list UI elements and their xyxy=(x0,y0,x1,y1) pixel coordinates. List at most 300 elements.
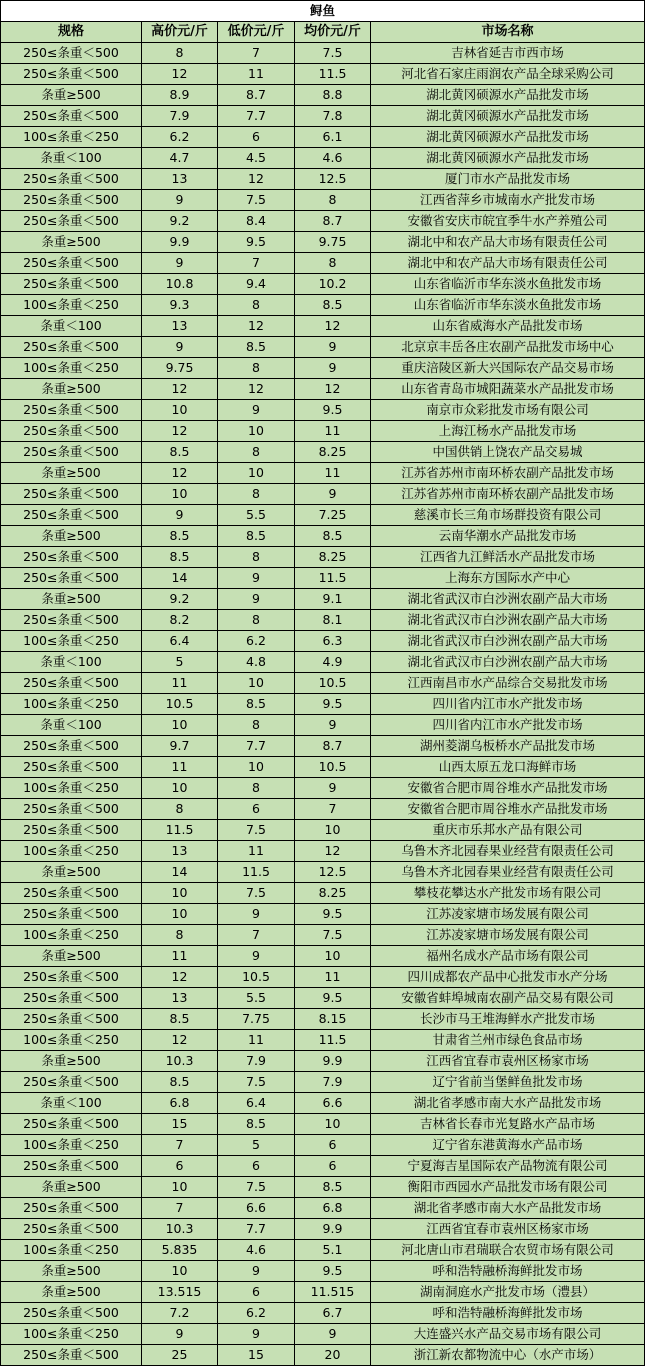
table-row xyxy=(1,1135,645,1156)
header-market-name: 市场名称 xyxy=(371,22,645,43)
cell-high-price: 8 xyxy=(142,925,218,946)
cell-market-name: 攀枝花攀达水产批发市场有限公司 xyxy=(371,883,645,904)
table-row xyxy=(1,442,645,463)
cell-avg-price: 8.15 xyxy=(295,1009,371,1030)
cell-high-price: 13 xyxy=(142,316,218,337)
table-row xyxy=(1,1051,645,1072)
cell-avg-price: 9.5 xyxy=(295,904,371,925)
table-row xyxy=(1,841,645,862)
cell-avg-price: 11 xyxy=(295,463,371,484)
cell-spec: 条重≥500 xyxy=(1,379,142,400)
table-row xyxy=(1,904,645,925)
cell-high-price: 11 xyxy=(142,757,218,778)
cell-spec: 条重≥500 xyxy=(1,1261,142,1282)
cell-low-price: 15 xyxy=(218,1345,295,1366)
cell-low-price: 4.8 xyxy=(218,652,295,673)
cell-spec: 条重≥500 xyxy=(1,1177,142,1198)
header-high-price: 高价元/斤 xyxy=(142,22,218,43)
cell-low-price: 6 xyxy=(218,799,295,820)
cell-avg-price: 8.7 xyxy=(295,736,371,757)
cell-avg-price: 9.5 xyxy=(295,1261,371,1282)
cell-spec: 250≤条重＜500 xyxy=(1,253,142,274)
cell-avg-price: 8.1 xyxy=(295,610,371,631)
cell-high-price: 12 xyxy=(142,421,218,442)
table-row xyxy=(1,1156,645,1177)
cell-low-price: 8.5 xyxy=(218,526,295,547)
cell-spec: 250≤条重＜500 xyxy=(1,1072,142,1093)
cell-high-price: 8 xyxy=(142,799,218,820)
cell-low-price: 9 xyxy=(218,1324,295,1345)
cell-high-price: 11 xyxy=(142,673,218,694)
cell-avg-price: 12.5 xyxy=(295,862,371,883)
cell-low-price: 5 xyxy=(218,1135,295,1156)
table-row xyxy=(1,778,645,799)
table-row xyxy=(1,1219,645,1240)
cell-avg-price: 8.7 xyxy=(295,211,371,232)
cell-avg-price: 9.9 xyxy=(295,1219,371,1240)
cell-avg-price: 12 xyxy=(295,316,371,337)
cell-high-price: 10.3 xyxy=(142,1051,218,1072)
cell-low-price: 10.5 xyxy=(218,967,295,988)
table-row xyxy=(1,400,645,421)
cell-spec: 250≤条重＜500 xyxy=(1,967,142,988)
cell-high-price: 9.2 xyxy=(142,211,218,232)
cell-avg-price: 11.5 xyxy=(295,1030,371,1051)
cell-low-price: 7.5 xyxy=(218,1072,295,1093)
cell-market-name: 江西省九江鲜活水产品批发市场 xyxy=(371,547,645,568)
cell-avg-price: 12 xyxy=(295,379,371,400)
cell-high-price: 10 xyxy=(142,778,218,799)
cell-avg-price: 9.9 xyxy=(295,1051,371,1072)
cell-low-price: 9 xyxy=(218,1261,295,1282)
table-row xyxy=(1,736,645,757)
cell-avg-price: 12.5 xyxy=(295,169,371,190)
cell-low-price: 9 xyxy=(218,568,295,589)
cell-high-price: 15 xyxy=(142,1114,218,1135)
cell-low-price: 8.4 xyxy=(218,211,295,232)
cell-low-price: 9 xyxy=(218,400,295,421)
cell-market-name: 安徽省安庆市皖宜季牛水产养殖公司 xyxy=(371,211,645,232)
cell-high-price: 13 xyxy=(142,169,218,190)
cell-market-name: 江西省萍乡市城南水产批发市场 xyxy=(371,190,645,211)
cell-spec: 条重＜100 xyxy=(1,652,142,673)
cell-market-name: 湖北省孝感市南大水产品批发市场 xyxy=(371,1198,645,1219)
cell-spec: 100≤条重＜250 xyxy=(1,925,142,946)
cell-spec: 条重≥500 xyxy=(1,862,142,883)
cell-spec: 250≤条重＜500 xyxy=(1,442,142,463)
cell-high-price: 5.835 xyxy=(142,1240,218,1261)
cell-spec: 条重≥500 xyxy=(1,85,142,106)
cell-avg-price: 8 xyxy=(295,253,371,274)
cell-high-price: 10 xyxy=(142,715,218,736)
cell-avg-price: 7.5 xyxy=(295,43,371,64)
cell-low-price: 7 xyxy=(218,253,295,274)
cell-high-price: 7.9 xyxy=(142,106,218,127)
cell-avg-price: 9.75 xyxy=(295,232,371,253)
cell-market-name: 湖北省武汉市白沙洲农副产品大市场 xyxy=(371,631,645,652)
cell-high-price: 9.3 xyxy=(142,295,218,316)
cell-spec: 100≤条重＜250 xyxy=(1,358,142,379)
cell-market-name: 长沙市马王堆海鲜水产批发市场 xyxy=(371,1009,645,1030)
cell-low-price: 4.6 xyxy=(218,1240,295,1261)
cell-avg-price: 8.25 xyxy=(295,883,371,904)
cell-market-name: 安徽省合肥市周谷堆水产品批发市场 xyxy=(371,799,645,820)
cell-avg-price: 8.5 xyxy=(295,526,371,547)
table-row xyxy=(1,715,645,736)
cell-market-name: 湖北中和农产品大市场有限责任公司 xyxy=(371,232,645,253)
cell-spec: 250≤条重＜500 xyxy=(1,820,142,841)
cell-avg-price: 6.3 xyxy=(295,631,371,652)
cell-spec: 250≤条重＜500 xyxy=(1,421,142,442)
cell-market-name: 湖北黄冈硕源水产品批发市场 xyxy=(371,85,645,106)
table-row xyxy=(1,673,645,694)
cell-avg-price: 5.1 xyxy=(295,1240,371,1261)
cell-avg-price: 9.1 xyxy=(295,589,371,610)
cell-avg-price: 6.8 xyxy=(295,1198,371,1219)
cell-market-name: 江西省宜春市袁州区杨家市场 xyxy=(371,1219,645,1240)
cell-high-price: 12 xyxy=(142,967,218,988)
cell-low-price: 6.2 xyxy=(218,631,295,652)
cell-high-price: 9.2 xyxy=(142,589,218,610)
cell-avg-price: 9 xyxy=(295,358,371,379)
cell-high-price: 14 xyxy=(142,568,218,589)
table-row xyxy=(1,463,645,484)
cell-spec: 100≤条重＜250 xyxy=(1,694,142,715)
table-row xyxy=(1,757,645,778)
cell-high-price: 8.5 xyxy=(142,547,218,568)
cell-market-name: 安徽省合肥市周谷堆水产品批发市场 xyxy=(371,778,645,799)
cell-low-price: 7.75 xyxy=(218,1009,295,1030)
cell-spec: 250≤条重＜500 xyxy=(1,43,142,64)
cell-market-name: 福州名成水产品市场有限公司 xyxy=(371,946,645,967)
cell-market-name: 安徽省蚌埠城南农副产品交易有限公司 xyxy=(371,988,645,1009)
cell-market-name: 厦门市水产品批发市场 xyxy=(371,169,645,190)
cell-spec: 250≤条重＜500 xyxy=(1,190,142,211)
cell-high-price: 12 xyxy=(142,379,218,400)
table-body xyxy=(1,43,645,1366)
cell-low-price: 6.2 xyxy=(218,1303,295,1324)
cell-avg-price: 11.5 xyxy=(295,568,371,589)
cell-market-name: 江苏省苏州市南环桥农副产品批发市场 xyxy=(371,484,645,505)
cell-high-price: 9 xyxy=(142,253,218,274)
cell-avg-price: 7 xyxy=(295,799,371,820)
cell-spec: 250≤条重＜500 xyxy=(1,988,142,1009)
cell-spec: 250≤条重＜500 xyxy=(1,1114,142,1135)
cell-low-price: 10 xyxy=(218,673,295,694)
cell-spec: 250≤条重＜500 xyxy=(1,1198,142,1219)
cell-avg-price: 6.6 xyxy=(295,1093,371,1114)
cell-avg-price: 10 xyxy=(295,946,371,967)
cell-market-name: 湖北黄冈硕源水产品批发市场 xyxy=(371,148,645,169)
cell-spec: 250≤条重＜500 xyxy=(1,64,142,85)
cell-market-name: 湖北黄冈硕源水产品批发市场 xyxy=(371,106,645,127)
cell-avg-price: 11.5 xyxy=(295,64,371,85)
table-row xyxy=(1,1009,645,1030)
table-row xyxy=(1,1177,645,1198)
cell-avg-price: 4.6 xyxy=(295,148,371,169)
table-row xyxy=(1,148,645,169)
cell-low-price: 8 xyxy=(218,442,295,463)
cell-low-price: 7.7 xyxy=(218,1219,295,1240)
cell-high-price: 6.8 xyxy=(142,1093,218,1114)
cell-market-name: 江西南昌市水产品综合交易批发市场 xyxy=(371,673,645,694)
cell-avg-price: 4.9 xyxy=(295,652,371,673)
cell-avg-price: 11 xyxy=(295,421,371,442)
cell-spec: 250≤条重＜500 xyxy=(1,169,142,190)
table-row xyxy=(1,925,645,946)
cell-spec: 100≤条重＜250 xyxy=(1,778,142,799)
table-row xyxy=(1,946,645,967)
cell-spec: 250≤条重＜500 xyxy=(1,904,142,925)
cell-high-price: 6.4 xyxy=(142,631,218,652)
cell-low-price: 9 xyxy=(218,946,295,967)
cell-spec: 条重≥500 xyxy=(1,1051,142,1072)
cell-avg-price: 9 xyxy=(295,1324,371,1345)
cell-market-name: 慈溪市长三角市场群投资有限公司 xyxy=(371,505,645,526)
cell-spec: 条重＜100 xyxy=(1,316,142,337)
cell-avg-price: 9 xyxy=(295,484,371,505)
cell-market-name: 呼和浩特融桥海鲜批发市场 xyxy=(371,1303,645,1324)
table-row xyxy=(1,1282,645,1303)
cell-spec: 250≤条重＜500 xyxy=(1,1303,142,1324)
table-row xyxy=(1,1240,645,1261)
cell-low-price: 6 xyxy=(218,1282,295,1303)
cell-high-price: 6.2 xyxy=(142,127,218,148)
table-row xyxy=(1,295,645,316)
table-row xyxy=(1,253,645,274)
table-row xyxy=(1,652,645,673)
cell-high-price: 11.5 xyxy=(142,820,218,841)
table-row xyxy=(1,1198,645,1219)
cell-high-price: 10 xyxy=(142,484,218,505)
cell-market-name: 衡阳市西园水产品批发市场有限公司 xyxy=(371,1177,645,1198)
cell-spec: 条重＜100 xyxy=(1,148,142,169)
cell-avg-price: 10.5 xyxy=(295,673,371,694)
cell-spec: 条重≥500 xyxy=(1,526,142,547)
cell-low-price: 8 xyxy=(218,778,295,799)
cell-avg-price: 11 xyxy=(295,967,371,988)
cell-market-name: 中国供销上饶农产品交易城 xyxy=(371,442,645,463)
cell-high-price: 9 xyxy=(142,190,218,211)
cell-high-price: 8 xyxy=(142,43,218,64)
cell-high-price: 9 xyxy=(142,505,218,526)
cell-spec: 条重≥500 xyxy=(1,232,142,253)
cell-high-price: 11 xyxy=(142,946,218,967)
cell-market-name: 江苏省苏州市南环桥农副产品批发市场 xyxy=(371,463,645,484)
cell-spec: 250≤条重＜500 xyxy=(1,736,142,757)
table-row xyxy=(1,1093,645,1114)
cell-high-price: 12 xyxy=(142,463,218,484)
cell-market-name: 湖南洞庭水产批发市场（澧县） xyxy=(371,1282,645,1303)
cell-low-price: 8 xyxy=(218,547,295,568)
cell-high-price: 12 xyxy=(142,1030,218,1051)
cell-high-price: 10.8 xyxy=(142,274,218,295)
cell-avg-price: 20 xyxy=(295,1345,371,1366)
cell-market-name: 山西太原五龙口海鲜市场 xyxy=(371,757,645,778)
cell-low-price: 6.4 xyxy=(218,1093,295,1114)
cell-market-name: 宁夏海吉星国际农产品物流有限公司 xyxy=(371,1156,645,1177)
cell-avg-price: 7.9 xyxy=(295,1072,371,1093)
cell-market-name: 呼和浩特融桥海鲜批发市场 xyxy=(371,1261,645,1282)
table-row xyxy=(1,820,645,841)
table-row xyxy=(1,505,645,526)
cell-spec: 条重≥500 xyxy=(1,463,142,484)
cell-high-price: 13 xyxy=(142,988,218,1009)
cell-high-price: 9 xyxy=(142,337,218,358)
table-row xyxy=(1,1345,645,1366)
cell-low-price: 11 xyxy=(218,841,295,862)
cell-avg-price: 10.2 xyxy=(295,274,371,295)
table-row xyxy=(1,379,645,400)
cell-spec: 100≤条重＜250 xyxy=(1,1324,142,1345)
cell-avg-price: 9.5 xyxy=(295,694,371,715)
cell-avg-price: 8.25 xyxy=(295,547,371,568)
cell-market-name: 四川成都农产品中心批发市水产分场 xyxy=(371,967,645,988)
cell-spec: 100≤条重＜250 xyxy=(1,1135,142,1156)
cell-market-name: 山东省临沂市华东淡水鱼批发市场 xyxy=(371,295,645,316)
cell-market-name: 湖州菱湖乌板桥水产品批发市场 xyxy=(371,736,645,757)
cell-spec: 250≤条重＜500 xyxy=(1,274,142,295)
header-avg-price: 均价元/斤 xyxy=(295,22,371,43)
cell-low-price: 10 xyxy=(218,463,295,484)
cell-market-name: 吉林省长春市光复路水产品市场 xyxy=(371,1114,645,1135)
table-row xyxy=(1,883,645,904)
cell-market-name: 南京市众彩批发市场有限公司 xyxy=(371,400,645,421)
cell-market-name: 山东省临沂市华东淡水鱼批发市场 xyxy=(371,274,645,295)
cell-avg-price: 9 xyxy=(295,715,371,736)
table-row xyxy=(1,64,645,85)
cell-high-price: 12 xyxy=(142,64,218,85)
cell-spec: 250≤条重＜500 xyxy=(1,1156,142,1177)
cell-high-price: 10.3 xyxy=(142,1219,218,1240)
table-row xyxy=(1,568,645,589)
cell-high-price: 10 xyxy=(142,400,218,421)
table-row xyxy=(1,988,645,1009)
cell-low-price: 8 xyxy=(218,715,295,736)
cell-low-price: 9.4 xyxy=(218,274,295,295)
cell-market-name: 辽宁省东港黄海水产品市场 xyxy=(371,1135,645,1156)
cell-spec: 250≤条重＜500 xyxy=(1,568,142,589)
cell-high-price: 13.515 xyxy=(142,1282,218,1303)
cell-market-name: 四川省内江市水产批发市场 xyxy=(371,694,645,715)
cell-high-price: 4.7 xyxy=(142,148,218,169)
table-row xyxy=(1,421,645,442)
header-row xyxy=(1,22,645,43)
cell-avg-price: 10 xyxy=(295,1114,371,1135)
cell-high-price: 9 xyxy=(142,1324,218,1345)
cell-high-price: 25 xyxy=(142,1345,218,1366)
cell-spec: 250≤条重＜500 xyxy=(1,673,142,694)
cell-high-price: 10 xyxy=(142,1261,218,1282)
cell-spec: 250≤条重＜500 xyxy=(1,1009,142,1030)
cell-high-price: 8.2 xyxy=(142,610,218,631)
cell-avg-price: 7.5 xyxy=(295,925,371,946)
cell-avg-price: 9 xyxy=(295,778,371,799)
cell-spec: 250≤条重＜500 xyxy=(1,757,142,778)
cell-low-price: 4.5 xyxy=(218,148,295,169)
cell-high-price: 10 xyxy=(142,1177,218,1198)
table-row xyxy=(1,1072,645,1093)
cell-spec: 条重＜100 xyxy=(1,1093,142,1114)
cell-low-price: 7.5 xyxy=(218,883,295,904)
cell-avg-price: 10 xyxy=(295,820,371,841)
table-row xyxy=(1,862,645,883)
cell-high-price: 7.2 xyxy=(142,1303,218,1324)
cell-avg-price: 9.5 xyxy=(295,988,371,1009)
cell-avg-price: 6.1 xyxy=(295,127,371,148)
cell-high-price: 8.5 xyxy=(142,526,218,547)
cell-low-price: 7 xyxy=(218,43,295,64)
cell-market-name: 湖北省孝感市南大水产品批发市场 xyxy=(371,1093,645,1114)
cell-spec: 100≤条重＜250 xyxy=(1,1240,142,1261)
cell-spec: 条重≥500 xyxy=(1,946,142,967)
cell-low-price: 8.5 xyxy=(218,694,295,715)
cell-spec: 250≤条重＜500 xyxy=(1,1219,142,1240)
cell-avg-price: 8.5 xyxy=(295,1177,371,1198)
cell-high-price: 14 xyxy=(142,862,218,883)
cell-avg-price: 8.8 xyxy=(295,85,371,106)
cell-low-price: 5.5 xyxy=(218,505,295,526)
cell-market-name: 河北省石家庄雨润农产品全球采购公司 xyxy=(371,64,645,85)
cell-low-price: 8.5 xyxy=(218,1114,295,1135)
cell-market-name: 吉林省延吉市西市场 xyxy=(371,43,645,64)
table-row xyxy=(1,211,645,232)
cell-market-name: 重庆市乐邦水产品有限公司 xyxy=(371,820,645,841)
cell-high-price: 5 xyxy=(142,652,218,673)
cell-spec: 100≤条重＜250 xyxy=(1,1030,142,1051)
cell-low-price: 10 xyxy=(218,757,295,778)
cell-market-name: 河北唐山市君瑞联合农贸市场有限公司 xyxy=(371,1240,645,1261)
cell-avg-price: 8.5 xyxy=(295,295,371,316)
cell-high-price: 7 xyxy=(142,1135,218,1156)
cell-high-price: 8.5 xyxy=(142,1009,218,1030)
cell-market-name: 浙江新农都物流中心（水产市场） xyxy=(371,1345,645,1366)
cell-high-price: 9.9 xyxy=(142,232,218,253)
cell-low-price: 8.7 xyxy=(218,85,295,106)
cell-spec: 100≤条重＜250 xyxy=(1,631,142,652)
cell-spec: 100≤条重＜250 xyxy=(1,841,142,862)
table-row xyxy=(1,1261,645,1282)
cell-avg-price: 6 xyxy=(295,1156,371,1177)
cell-market-name: 甘肃省兰州市绿色食品市场 xyxy=(371,1030,645,1051)
cell-market-name: 江苏凌家塘市场发展有限公司 xyxy=(371,904,645,925)
cell-low-price: 11 xyxy=(218,64,295,85)
table-row xyxy=(1,106,645,127)
cell-spec: 100≤条重＜250 xyxy=(1,127,142,148)
cell-market-name: 湖北省武汉市白沙洲农副产品大市场 xyxy=(371,589,645,610)
cell-spec: 250≤条重＜500 xyxy=(1,337,142,358)
cell-low-price: 6 xyxy=(218,127,295,148)
cell-market-name: 山东省青岛市城阳蔬菜水产品批发市场 xyxy=(371,379,645,400)
table-row xyxy=(1,1114,645,1135)
table-row xyxy=(1,169,645,190)
table-row xyxy=(1,190,645,211)
cell-low-price: 7.5 xyxy=(218,820,295,841)
cell-market-name: 上海东方国际水产中心 xyxy=(371,568,645,589)
cell-low-price: 9.5 xyxy=(218,232,295,253)
table-row xyxy=(1,967,645,988)
cell-low-price: 7.7 xyxy=(218,736,295,757)
cell-market-name: 云南华潮水产品批发市场 xyxy=(371,526,645,547)
cell-spec: 条重≥500 xyxy=(1,1282,142,1303)
cell-spec: 250≤条重＜500 xyxy=(1,799,142,820)
title-row xyxy=(1,1,645,22)
cell-low-price: 9 xyxy=(218,589,295,610)
cell-low-price: 11 xyxy=(218,1030,295,1051)
cell-avg-price: 9 xyxy=(295,337,371,358)
table-row xyxy=(1,85,645,106)
cell-spec: 250≤条重＜500 xyxy=(1,610,142,631)
